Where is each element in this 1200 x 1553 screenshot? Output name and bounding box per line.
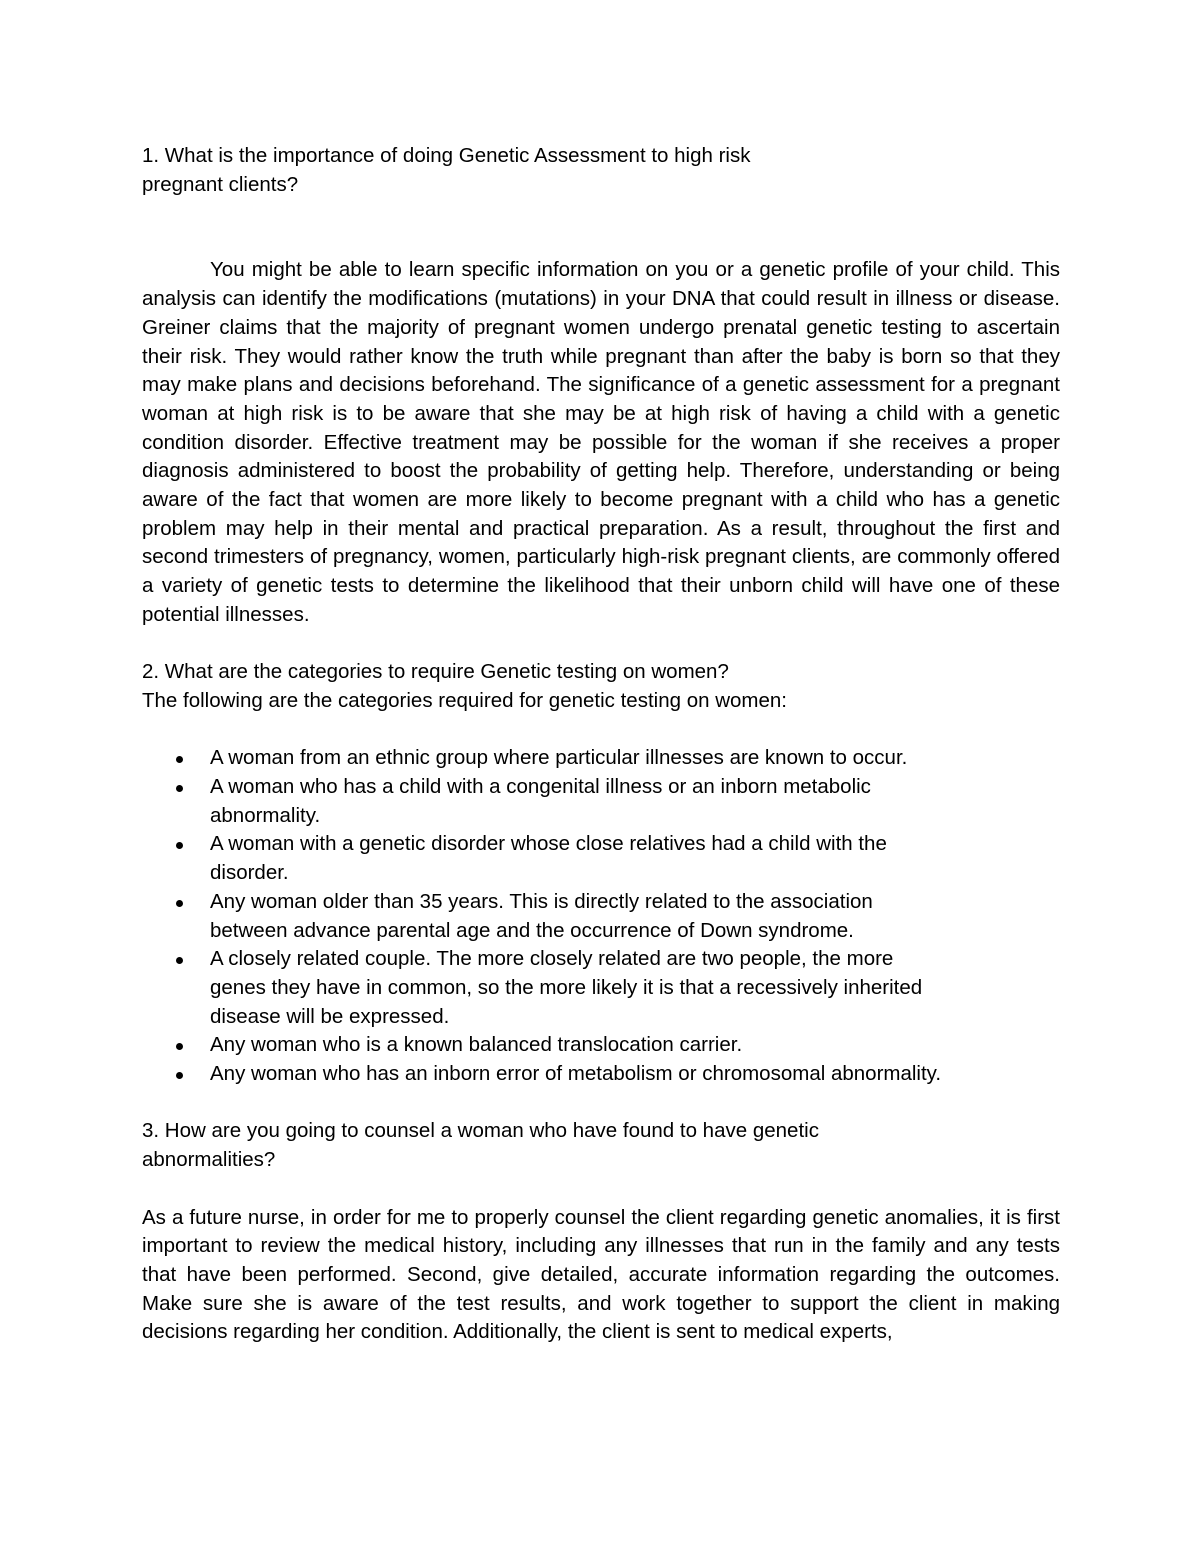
list-item-text: A woman who has a child with a congenital illness or an inborn metabolic abnormality.	[210, 775, 871, 827]
list-item	[142, 945, 950, 1031]
list-item	[142, 830, 950, 887]
question-2-intro: The following are the categories required for genetic testing on women:	[142, 688, 787, 712]
question-1-line-1: 1. What is the importance of doing Genetic Assessment to high risk	[142, 144, 751, 167]
question-2-heading: 2. What are the categories to require Genetic testing on women?	[142, 660, 729, 684]
question-1-line-2: pregnant clients?	[142, 172, 299, 196]
question-3-line-2: abnormalities?	[142, 1148, 276, 1172]
list-item-text: A closely related couple. The more closely related are two people, the more genes they have in common, so the more likely it is that a recessively inherited disease will be expressed.	[210, 947, 923, 1028]
list-item	[142, 888, 950, 945]
bullet-icon	[176, 785, 183, 792]
bullet-icon	[176, 1072, 183, 1079]
bullet-icon	[176, 842, 183, 849]
document-page	[142, 142, 1060, 1347]
question-3-line-1: 3. How are you going to counsel a woman who have found to have genetic	[142, 1119, 819, 1143]
answer-3-paragraph: As a future nurse, in order for me to properly counsel the client regarding genetic anomalies, it is first important to review the medical history, including any illnesses that run in the family and any tests that have been performed. Second, give detailed, accurate information regarding the outcomes. Make sure she is aware of the test results, and work together to support the client in making decisions regarding her condition. Additionally, the client is sent to medical experts,	[142, 1205, 1060, 1344]
list-item	[142, 744, 950, 773]
bullet-icon	[176, 957, 183, 964]
list-item-text: A woman with a genetic disorder whose close relatives had a child with the disorder.	[210, 832, 887, 885]
list-item	[142, 1060, 950, 1089]
list-item	[142, 773, 950, 830]
list-item-text: Any woman who is a known balanced translocation carrier.	[210, 1033, 743, 1057]
bullet-icon	[176, 900, 183, 907]
category-list	[142, 744, 1060, 1088]
bullet-icon	[176, 756, 183, 763]
list-item	[142, 1031, 950, 1060]
list-item-text: Any woman older than 35 years. This is directly related to the association between advance parental age and the occurrence of Down syndrome.	[210, 889, 873, 942]
list-item-text: A woman from an ethnic group where particular illnesses are known to occur.	[210, 746, 908, 770]
bullet-icon	[176, 1043, 183, 1050]
answer-1-paragraph: You might be able to learn specific information on you or a genetic profile of your child. This analysis can identify the modifications (mutations) in your DNA that could result in illness or disease. Greiner claims that the majority of pregnant women undergo prenatal genetic testing to ascertain their risk. They would rather know the truth while pregnant than after the baby is born so that they may make plans and decisions beforehand. The significance of a genetic assessment for a pregnant woman at high risk is to be aware that she may be at high risk of having a child with a genetic condition disorder. Effective treatment may be possible for the woman if she receives a proper diagnosis administered to boost the probability of getting help. Therefore, understanding or being aware of the fact that women are more likely to become pregnant with a child who has a genetic problem may help in their mental and practical preparation. As a result, throughout the first and second trimesters of pregnancy, women, particularly high-risk pregnant clients, are commonly offered a variety of genetic tests to determine the likelihood that their unborn child will have one of these potential illnesses.	[142, 258, 1060, 626]
list-item-text: Any woman who has an inborn error of metabolism or chromosomal abnormality.	[210, 1062, 942, 1086]
